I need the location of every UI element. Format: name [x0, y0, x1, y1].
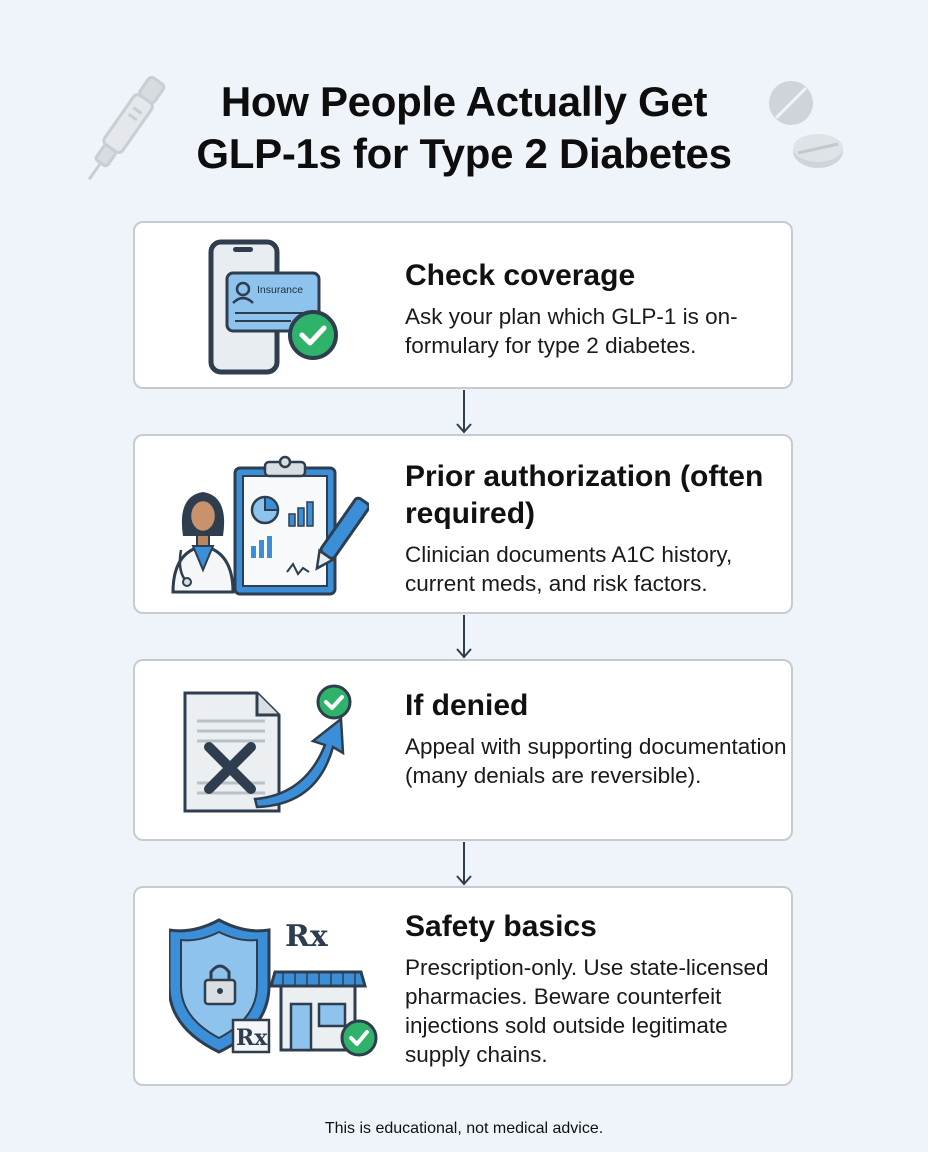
shield-pharmacy-icon	[169, 916, 383, 1060]
step-heading: If denied	[405, 689, 529, 722]
phone-insurance-card-check-icon	[201, 239, 351, 375]
step-body: Appeal with supporting documentation (many denials are reversible).	[405, 734, 787, 788]
down-arrow-icon	[455, 842, 473, 886]
step-heading: Prior authorization (often required)	[405, 460, 764, 530]
step-body: Prescription-only. Use state-licensed pharmacies. Beware counterfeit injections sold outside legitimate supply chains.	[405, 955, 769, 1067]
down-arrow-icon	[455, 615, 473, 659]
step-body: Clinician documents A1C history, current meds, and risk factors.	[405, 542, 733, 596]
insurance-card-label: Insurance	[257, 284, 304, 296]
title-line-2: GLP-1s for Type 2 Diabetes	[196, 130, 732, 177]
step-card-if-denied	[133, 659, 793, 841]
rx-label-large: Rx	[285, 919, 328, 954]
step-heading: Check coverage	[405, 259, 636, 292]
disclaimer-footnote: This is educational, not medical advice.	[324, 1120, 604, 1137]
clinician-clipboard-icon	[169, 454, 369, 596]
step-card-prior-authorization	[133, 434, 793, 614]
page-title	[0, 76, 928, 180]
step-card-check-coverage	[133, 221, 793, 389]
rx-label-small: Rx	[236, 1025, 268, 1051]
step-body: Ask your plan which GLP-1 is on-formulary for type 2 diabetes.	[405, 304, 738, 358]
step-card-safety-basics	[133, 886, 793, 1086]
title-line-1: How People Actually Get	[220, 78, 708, 125]
denied-document-appeal-icon	[179, 683, 359, 819]
step-heading: Safety basics	[405, 910, 597, 943]
down-arrow-icon	[455, 390, 473, 434]
